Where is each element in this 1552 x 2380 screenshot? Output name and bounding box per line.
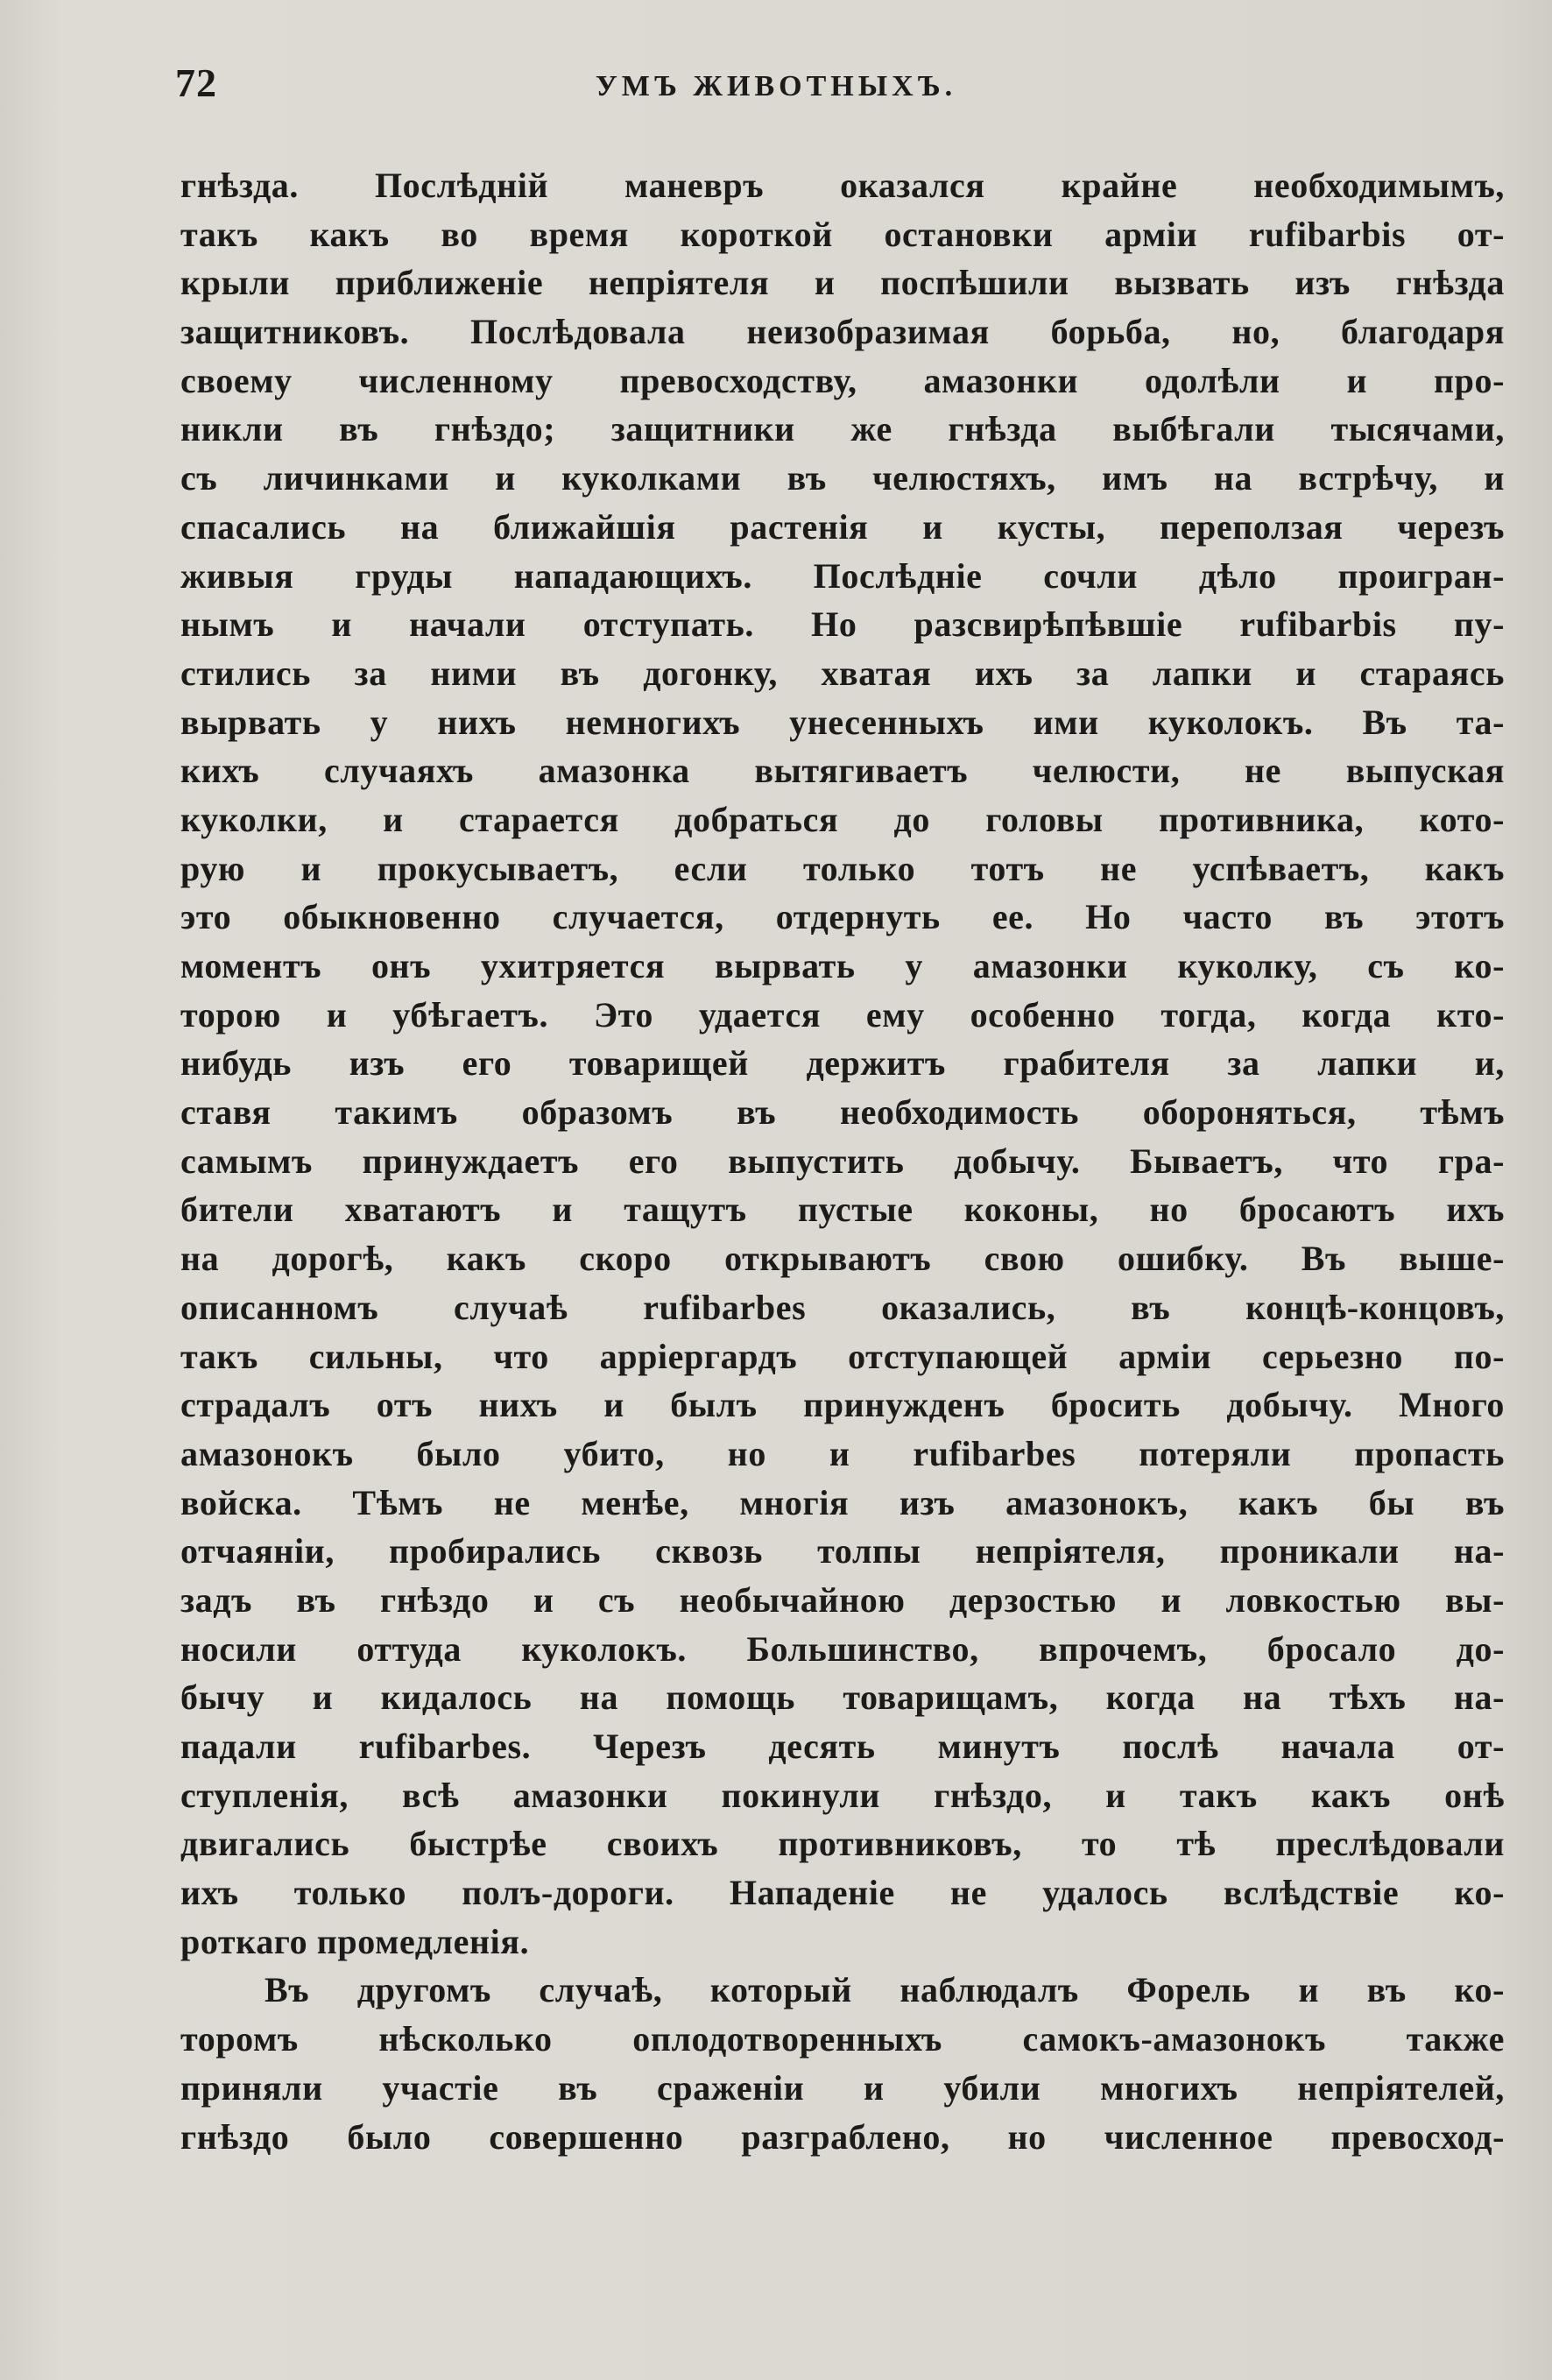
text-line: носили оттуда куколокъ. Большинство, впрочемъ, бросало до- bbox=[180, 1628, 1505, 1669]
text-line: на дорогѣ, какъ скоро открываютъ свою ошибку. Въ выше- bbox=[180, 1239, 1505, 1279]
text-line: страдалъ отъ нихъ и былъ принужденъ бросить добычу. Много bbox=[180, 1385, 1505, 1425]
text-line: амазонокъ было убито, но и rufibarbes потеряли пропасть bbox=[180, 1433, 1505, 1473]
text-line: нибудь изъ его товарищей держитъ грабителя за лапки и, bbox=[180, 1043, 1505, 1084]
text-line: отчаяніи, пробирались сквозь толпы непріятеля, проникали на- bbox=[180, 1531, 1505, 1571]
text-line: ступленія, всѣ амазонки покинули гнѣздо, и такъ какъ онѣ bbox=[180, 1775, 1505, 1815]
text-line: своему численному превосходству, амазонки одолѣли и про- bbox=[180, 360, 1505, 400]
text-line: гнѣздо было совершенно разграблено, но численное превосход- bbox=[180, 2116, 1505, 2157]
text-line: такъ сильны, что арріергардъ отступающей арміи серьезно по- bbox=[180, 1336, 1505, 1376]
body-text bbox=[180, 161, 1505, 2161]
text-line: кихъ случаяхъ амазонка вытягиваетъ челюсти, не выпуская bbox=[180, 751, 1505, 791]
text-line: вырвать у нихъ немногихъ унесенныхъ ими куколокъ. Въ та- bbox=[180, 702, 1505, 742]
text-line: съ личинками и куколками въ челюстяхъ, имъ на встрѣчу, и bbox=[180, 458, 1505, 498]
running-title: УМЪ ЖИВОТНЫХЪ. bbox=[595, 70, 957, 102]
text-line: бычу и кидалось на помощь товарищамъ, когда на тѣхъ на- bbox=[180, 1677, 1505, 1718]
text-line: никли въ гнѣздо; защитники же гнѣзда выбѣгали тысячами, bbox=[180, 409, 1505, 449]
text-line: это обыкновенно случается, отдернуть ее. Но часто въ этотъ bbox=[180, 897, 1505, 937]
text-line: защитниковъ. Послѣдовала неизобразимая борьба, но, благодаря bbox=[180, 312, 1505, 352]
text-line: ихъ только полъ-дороги. Нападеніе не удалось вслѣдствіе ко- bbox=[180, 1873, 1505, 1913]
text-line: двигались быстрѣе своихъ противниковъ, то тѣ преслѣдовали bbox=[180, 1824, 1505, 1864]
text-line: войска. Тѣмъ не менѣе, многія изъ амазонокъ, какъ бы въ bbox=[180, 1482, 1505, 1522]
text-line: такъ какъ во время короткой остановки арміи rufibarbis от- bbox=[180, 214, 1505, 254]
paragraph-end-line: роткаго промедленія. bbox=[180, 1921, 530, 1961]
text-line: спасались на ближайшія растенія и кусты, переползая черезъ bbox=[180, 506, 1505, 547]
text-line: гнѣзда. Послѣдній маневръ оказался крайне необходимымъ, bbox=[180, 166, 1505, 205]
paragraph-start-line: Въ другомъ случаѣ, который наблюдалъ Форель и въ ко- bbox=[265, 1970, 1505, 2010]
text-line: живыя груды нападающихъ. Послѣдніе сочли дѣло проигран- bbox=[180, 555, 1505, 596]
text-line: падали rufibarbes. Черезъ десять минутъ послѣ начала от- bbox=[180, 1727, 1505, 1766]
text-line: торомъ нѣсколько оплодотворенныхъ самокъ-амазонокъ также bbox=[180, 2019, 1505, 2059]
text-line: куколки, и старается добраться до головы противника, кото- bbox=[180, 799, 1505, 839]
page-number: 72 bbox=[175, 60, 217, 105]
text-line: нымъ и начали отступать. Но разсвирѣпѣвшіе rufibarbis пу- bbox=[180, 604, 1505, 645]
text-line: ставя такимъ образомъ въ необходимость обороняться, тѣмъ bbox=[180, 1092, 1505, 1133]
text-line: крыли приближеніе непріятеля и поспѣшили вызвать изъ гнѣзда bbox=[180, 263, 1505, 303]
text-line: бители хватаютъ и тащутъ пустые коконы, но бросаютъ ихъ bbox=[180, 1190, 1505, 1230]
text-line: моментъ онъ ухитряется вырвать у амазонки куколку, съ ко- bbox=[180, 946, 1505, 985]
page-header bbox=[0, 0, 1552, 140]
text-line: приняли участіе въ сраженіи и убили многихъ непріятелей, bbox=[180, 2067, 1505, 2108]
text-line: описанномъ случаѣ rufibarbes оказались, въ концѣ-концовъ, bbox=[180, 1287, 1505, 1327]
text-line: рую и прокусываетъ, если только тотъ не успѣваетъ, какъ bbox=[180, 848, 1505, 888]
text-line: торою и убѣгаетъ. Это удается ему особенно тогда, когда кто- bbox=[180, 994, 1505, 1035]
text-line: стились за ними въ догонку, хватая ихъ за лапки и стараясь bbox=[180, 653, 1505, 693]
text-line: самымъ принуждаетъ его выпустить добычу. Бываетъ, что гра- bbox=[180, 1141, 1505, 1181]
text-line: задъ въ гнѣздо и съ необычайною дерзостью и ловкостью вы- bbox=[180, 1579, 1505, 1620]
